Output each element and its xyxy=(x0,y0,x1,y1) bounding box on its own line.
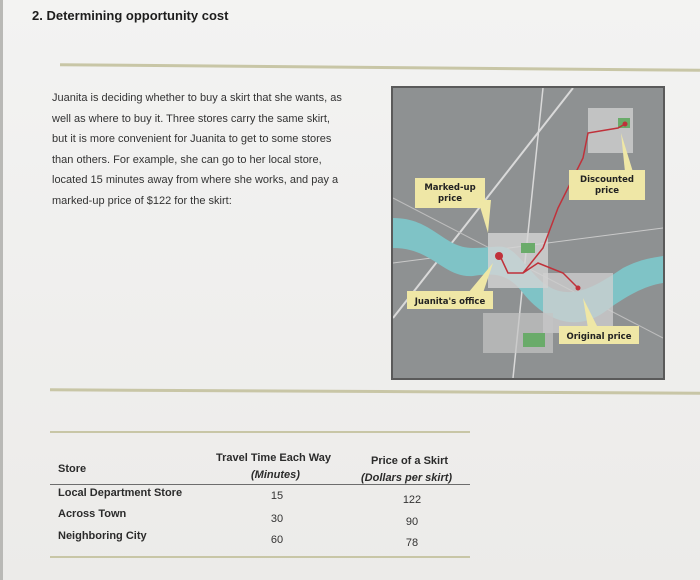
table-row-store: Local Department Store xyxy=(58,487,183,499)
table-row-price: 90 xyxy=(405,516,419,528)
passage-line: but it is more convenient for Juanita to get to some stores xyxy=(52,133,332,145)
southeast-grid xyxy=(543,273,613,333)
table-row-time: 15 xyxy=(270,490,284,502)
table-row-price: 78 xyxy=(405,537,419,549)
header-travel-time-unit: (Minutes) xyxy=(251,469,300,481)
table-top-rule xyxy=(50,431,470,433)
north-grid xyxy=(588,108,633,153)
table-row-time: 60 xyxy=(270,534,284,546)
header-store: Store xyxy=(58,463,87,475)
table-row-price: 122 xyxy=(402,494,422,506)
office-marker xyxy=(495,252,503,260)
passage-line: well as where to buy it. Three stores carry the same skirt, xyxy=(52,112,330,125)
store-marker xyxy=(576,286,581,291)
callout-discounted-label: price xyxy=(595,186,619,196)
downtown-grid xyxy=(488,233,548,288)
table-bottom-rule xyxy=(50,556,470,558)
park xyxy=(523,333,545,347)
city-map xyxy=(391,86,665,380)
question-title: 2. Determining opportunity cost xyxy=(32,8,229,23)
header-price-unit: (Dollars per skirt) xyxy=(361,472,453,484)
table-row-time: 30 xyxy=(270,513,284,525)
callout-marked-up-label: Marked-up xyxy=(424,183,476,193)
city-map-illustration xyxy=(393,88,663,378)
callout-marked-up-label: price xyxy=(438,194,462,204)
header-travel-time: Travel Time Each Way xyxy=(216,452,331,464)
question-passage xyxy=(52,88,392,211)
passage-line: located 15 minutes away from where she works, and pay a xyxy=(52,174,339,186)
passage-line: than others. For example, she can go to her local store, xyxy=(52,153,322,166)
store-marker xyxy=(623,122,628,127)
left-border xyxy=(0,0,3,580)
header-price: Price of a Skirt xyxy=(371,455,449,467)
passage-line: marked-up price of $122 for the skirt: xyxy=(52,194,232,207)
callout-office-label: Juanita's office xyxy=(414,297,486,307)
park xyxy=(521,243,535,253)
callout-discounted-label: Discounted xyxy=(580,175,634,185)
callout-original-label: Original price xyxy=(566,332,632,342)
passage-line: Juanita is deciding whether to buy a skirt that she wants, as xyxy=(52,92,342,104)
table-row-store: Across Town xyxy=(58,508,127,520)
table-row-store: Neighboring City xyxy=(58,530,147,542)
table-header-rule xyxy=(50,484,470,485)
